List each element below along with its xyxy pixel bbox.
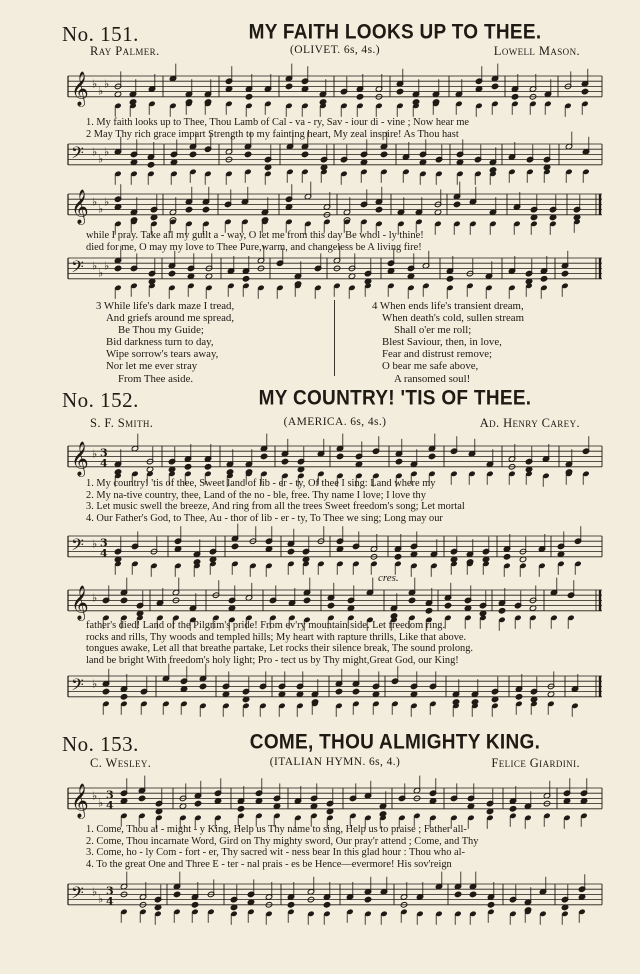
stanza-line: Be Thou my Guide; <box>118 324 204 337</box>
hymn-title: COME, THOU ALMIGHTY KING. <box>249 730 541 755</box>
note-head <box>581 88 588 94</box>
note-head <box>425 608 432 614</box>
note-head <box>185 206 192 212</box>
note-head <box>540 276 547 282</box>
note-head <box>454 891 461 897</box>
flat-sign-icon: ♭ <box>92 259 98 273</box>
lyric-line: 2. My na-tive country, thee, Land of the no - ble, free. Thy name I love; I love thy <box>86 489 426 501</box>
note-head <box>395 458 402 464</box>
note-head <box>244 151 251 157</box>
hymn-152-lyrics-system-1 <box>86 478 606 524</box>
flat-sign-icon: ♭ <box>98 796 104 810</box>
note-head <box>487 902 494 908</box>
hymn-title: MY COUNTRY! 'TIS OF THEE. <box>258 386 532 411</box>
lyric-line: land be bright With freedom's holy light; Pro - tect us by Thy might,Great God, our King! <box>86 654 459 666</box>
time-signature-bottom: 4 <box>106 894 114 908</box>
note-head <box>498 608 505 614</box>
note-head <box>491 83 498 89</box>
flat-sign-icon: ♭ <box>98 892 104 906</box>
music-staff <box>64 68 604 116</box>
lyric-line: tongues awake, Let all that breathe partake, Let rocks their silence break, The sound prolong. <box>86 643 474 655</box>
note-head <box>356 94 363 100</box>
lyric-line: 2. Come, Thou incarnate Word, Gird on Thy mighty sword, Our pray'r attend ; Come, and Thy <box>86 835 479 847</box>
time-signature-bottom: 4 <box>100 456 108 470</box>
treble-clef-icon: 𝄞 <box>71 585 89 621</box>
note-head <box>199 683 206 689</box>
music-staff <box>64 876 604 924</box>
treble-clef-icon: 𝄞 <box>71 71 89 107</box>
flat-sign-icon: ♭ <box>92 789 98 803</box>
flat-sign-icon: ♭ <box>92 677 98 691</box>
flat-sign-icon: ♭ <box>104 77 110 91</box>
note-head <box>173 891 180 897</box>
note-head <box>375 206 382 212</box>
note-head <box>408 597 415 603</box>
note-head <box>168 270 175 276</box>
note-head <box>114 265 121 271</box>
flat-sign-icon: ♭ <box>98 202 104 216</box>
note-head <box>204 464 211 470</box>
flat-sign-icon: ♭ <box>98 266 104 280</box>
note-head <box>303 597 310 603</box>
note-head <box>336 453 343 459</box>
note-head <box>561 270 568 276</box>
flat-sign-icon: ♭ <box>104 145 110 159</box>
time-signature-bottom: 4 <box>100 546 108 560</box>
flat-sign-icon: ♭ <box>104 259 110 273</box>
note-head <box>138 795 145 801</box>
composer: Felice Giardini. <box>491 756 580 770</box>
bass-clef-icon: 𝄢 <box>71 534 84 559</box>
flat-sign-icon: ♭ <box>92 537 98 551</box>
treble-clef-icon: 𝄞 <box>71 441 89 477</box>
note-head <box>364 896 371 902</box>
music-staff <box>64 668 604 716</box>
stanza-line: Wipe sorrow's tears away, <box>106 348 219 361</box>
note-head <box>394 554 401 560</box>
note-head <box>184 464 191 470</box>
stanza-line: Bid darkness turn to day, <box>106 336 214 349</box>
note-head <box>323 902 330 908</box>
stanza-line: From Thee aside. <box>118 372 194 385</box>
stanza-line: Blest Saviour, then, in love, <box>382 336 502 349</box>
lyric-line: 4. To the great One and Three E - ter - nal prais - es be Hence—evermore! His sov'reign <box>86 858 452 870</box>
bass-clef-icon: 𝄢 <box>71 882 84 907</box>
stanza-line: 3 While life's dark maze I tread, <box>96 300 235 312</box>
music-staff <box>64 780 604 828</box>
lyric-line: 2 May Thy rich grace impart Strength to my fainting heart, My zeal inspire! As Thou hast <box>86 128 459 140</box>
hymn-151-credits <box>90 44 580 60</box>
note-head <box>396 88 403 94</box>
note-head <box>453 201 460 207</box>
note-head <box>287 548 294 554</box>
note-head <box>335 688 342 694</box>
bass-clef-icon: 𝄢 <box>71 142 84 167</box>
note-head <box>287 902 294 908</box>
note-head <box>380 151 387 157</box>
note-head <box>242 276 249 282</box>
note-head <box>202 206 209 212</box>
music-staff <box>64 136 604 184</box>
time-signature-bottom: 4 <box>106 798 114 812</box>
stanza-line: O bear me safe above, <box>382 360 479 373</box>
note-head <box>511 94 518 100</box>
stanza-line: Shall o'er me roll; <box>394 324 472 337</box>
stanza-line: When death's cold, sullen stream <box>382 312 524 325</box>
flat-sign-icon: ♭ <box>98 84 104 98</box>
hymn-153-lyrics-system-1 <box>86 824 606 870</box>
treble-clef-icon: 𝄞 <box>71 189 89 225</box>
note-head <box>503 554 510 560</box>
hymn-152-lyrics-system-2 <box>86 620 606 666</box>
lyric-line: 4. Our Father's God, to Thee, Au - thor of lib - er - ty, To Thee we sing; Long may our <box>86 512 443 524</box>
time-signature-top: 3 <box>100 446 108 460</box>
note-head <box>352 688 359 694</box>
hymn-number: No. 151. <box>62 22 139 46</box>
lyric-line: 1. My faith looks up to Thee, Thou Lamb of Cal - va - ry, Sav - iour di - vine ; Now hear me <box>86 117 470 128</box>
note-head <box>120 597 127 603</box>
dynamic-marking: cres. <box>378 572 399 584</box>
lyric-line: 3. Let music swell the breeze, And ring from all the trees Sweet freedom's song; Let mortal <box>86 501 465 513</box>
note-head <box>515 694 522 700</box>
note-head <box>327 602 334 608</box>
stanza-line: Fear and distrust remove; <box>382 348 493 361</box>
note-head <box>194 800 201 806</box>
composer: Lowell Mason. <box>493 44 580 58</box>
flat-sign-icon: ♭ <box>92 77 98 91</box>
note-head <box>281 458 288 464</box>
note-head <box>102 688 109 694</box>
author: S. F. Smith. <box>90 416 154 430</box>
flat-sign-icon: ♭ <box>92 885 98 899</box>
author: C. Wesley. <box>90 756 152 770</box>
note-head <box>147 162 154 168</box>
time-signature-top: 3 <box>106 884 114 898</box>
note-head <box>120 694 127 700</box>
flat-sign-icon: ♭ <box>92 447 98 461</box>
lyric-line: 1. Come, Thou al - might - y King, Help us Thy name to sing, Help us to praise ; Father all- <box>86 824 467 835</box>
hymn-153-credits <box>90 756 580 772</box>
treble-clef-icon: 𝄞 <box>71 783 89 819</box>
note-head <box>446 276 453 282</box>
lyric-line: 1. My country! 'tis of thee, Sweet land of lib - er - ty, Of thee I sing: Land where my <box>86 478 436 489</box>
hymn-151-header <box>62 22 612 46</box>
note-head <box>189 151 196 157</box>
hymn-number: No. 152. <box>62 388 139 412</box>
music-staff <box>64 528 604 576</box>
note-head <box>301 151 308 157</box>
flat-sign-icon: ♭ <box>98 152 104 166</box>
bass-clef-icon: 𝄢 <box>71 674 84 699</box>
tune-name: (ITALIAN HYMN. 6s, 4.) <box>269 756 401 768</box>
lyric-line: rocks and rills, Thy woods and templed hills; My heart with rapture thrills, Like that above. <box>86 631 467 643</box>
lyric-line: died for me, O may my love to Thee Pure,warm, and changeless be A living fire! <box>86 241 422 253</box>
stanza-line: And griefs around me spread, <box>106 312 235 325</box>
hymn-152-header <box>62 388 612 412</box>
stanza-divider <box>334 300 335 376</box>
hymn-number: No. 153. <box>62 732 139 756</box>
time-signature-top: 3 <box>100 536 108 550</box>
lyric-line: 3. Come, ho - ly Com - fort - er, Thy sacred wit - ness bear In this glad hour : Thou who al- <box>86 847 465 859</box>
note-head <box>191 902 198 908</box>
composer: Ad. Henry Carey. <box>479 416 580 430</box>
tune-name: (OLIVET. 6s, 4s.) <box>290 44 380 56</box>
tune-name: (AMERICA. 6s, 4s.) <box>283 416 387 428</box>
flat-sign-icon: ♭ <box>92 145 98 159</box>
note-head <box>509 806 516 812</box>
note-head <box>237 806 244 812</box>
note-head <box>469 891 476 897</box>
time-signature-top: 3 <box>106 788 114 802</box>
lyric-line: father's died! Land of the Pilgrim's pride! From ev'ry mountain side. Let freedom ring. <box>86 620 446 631</box>
lyric-line: while I pray. Take all my guilt a - way, O let me from this day Be whol - ly thine! <box>86 230 424 241</box>
hymn-153-header <box>62 732 612 756</box>
hymn-152-credits <box>90 416 580 432</box>
stanza-line: A ransomed soul! <box>394 372 471 385</box>
stanza-3 <box>96 300 234 385</box>
note-head <box>245 94 252 100</box>
note-head <box>444 602 451 608</box>
flat-sign-icon: ♭ <box>92 195 98 209</box>
music-staff <box>64 250 604 298</box>
hymn-title: MY FAITH LOOKS UP TO THEE. <box>248 20 542 45</box>
note-head <box>285 83 292 89</box>
bass-clef-icon: 𝄢 <box>71 256 84 281</box>
note-head <box>231 543 238 549</box>
note-head <box>428 453 435 459</box>
author: Ray Palmer. <box>90 44 160 58</box>
note-head <box>260 453 267 459</box>
stanza-line: Nor let me ever stray <box>106 360 198 373</box>
music-staff <box>64 186 604 234</box>
stanza-line: 4 When ends life's transient dream, <box>372 300 524 312</box>
flat-sign-icon: ♭ <box>92 591 98 605</box>
stanza-4 <box>372 300 524 385</box>
flat-sign-icon: ♭ <box>104 195 110 209</box>
